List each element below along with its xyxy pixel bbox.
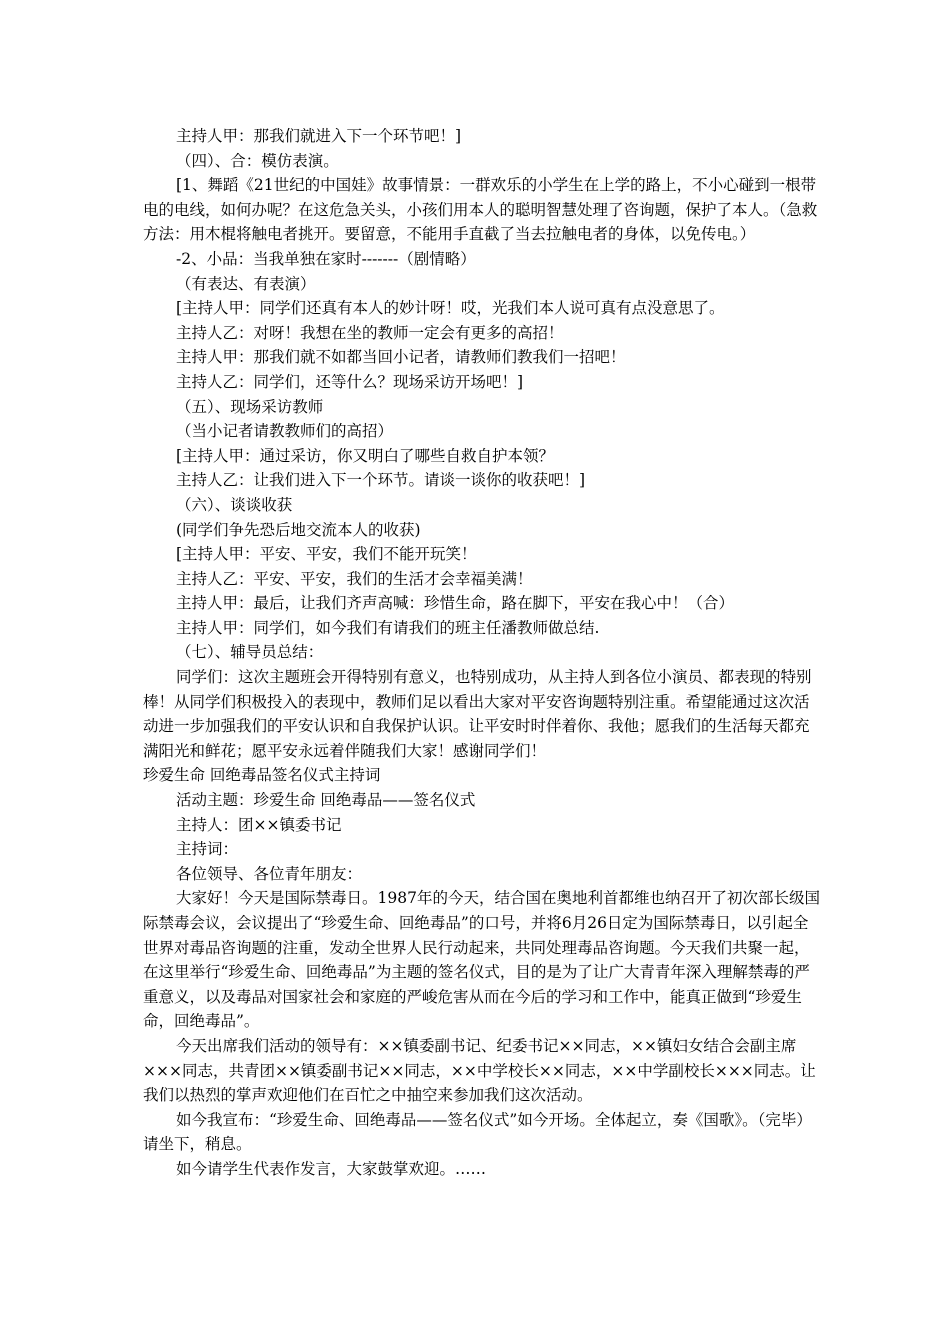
paragraph: 今天出席我们活动的领导有：××镇委副书记、纪委书记××同志，××镇妇女结合会副主席×××同志，共青团××镇委副书记××同志，××中学校长××同志，××中学副校长×××同志。让我们以热烈的掌声欢迎他们在百忙之中抽空来参加我们这次活动。 (143, 1036, 816, 1105)
paragraph: 同学们：这次主题班会开得特别有意义，也特别成功，从主持人到各位小演员、都表现的特别棒！从同学们积极投入的表现中，教师们足以看出大家对平安咨询题特别注重。希望能通过这次活动进一步加强我们的平安认识和自我保护认识。让平安时时伴着你、我他；愿我们的生活每天都充满阳光和鲜花；愿平安永远着伴随我们大家！感谢同学们！ (143, 668, 812, 760)
paragraph: 主持人甲：最后，让我们齐声高喊：珍惜生命，路在脚下，平安在我心中！（合） (176, 594, 735, 613)
paragraph: 主持人乙：让我们进入下一个环节。请谈一谈你的收获吧！] (176, 471, 586, 490)
paragraph: 活动主题：珍爱生命 回绝毒品——签名仪式 (176, 791, 476, 810)
paragraph: [主持人甲：平安、平安，我们不能开玩笑！ (176, 545, 477, 564)
section-heading: （六）、谈谈收获 (176, 495, 293, 514)
paragraph: （当小记者请教教师们的高招） (176, 422, 394, 441)
paragraph: 主持人甲：同学们，如今我们有请我们的班主任潘教师做总结. (176, 618, 600, 637)
paragraph: 主持人乙：平安、平安，我们的生活才会幸福美满！ (176, 569, 533, 588)
paragraph: 如今我宣布：“珍爱生命、回绝毒品——签名仪式”如今开场。全体起立，奏《国歌》。（完毕）请坐下，稍息。 (143, 1110, 812, 1154)
paragraph: （有表达、有表演） (176, 274, 316, 293)
paragraph: 各位领导、各位青年朋友： (176, 864, 363, 883)
paragraph: [主持人甲：同学们还真有本人的妙计呀！哎，光我们本人说可真有点没意思了。 (176, 299, 725, 318)
paragraph: 主持人：团××镇委书记 (176, 815, 342, 834)
paragraph: 主持人乙：对呀！我想在坐的教师一定会有更多的高招！ (176, 323, 564, 342)
paragraph: (同学们争先恐后地交流本人的收获) (176, 520, 421, 539)
paragraph: 主持人乙：同学们，还等什么？现场采访开场吧！] (176, 372, 524, 391)
section-heading: （七）、辅导员总结： (176, 643, 324, 662)
paragraph: 大家好！今天是国际禁毒日。1987年的今天，结合国在奥地利首都维也纳召开了初次部长级国际禁毒会议，会议提出了“珍爱生命、回绝毒品”的口号，并将6月26日定为国际禁毒日，以引起全世界对毒品咨询题的注重，发动全世界人民行动起来，共同处理毒品咨询题。今天我们共聚一起，在这里举行“珍爱生命、回绝毒品”为主题的签名仪式，目的是为了让广大青青年深入理解禁毒的严重意义，以及毒品对国家社会和家庭的严峻危害从而在今后的学习和工作中，能真正做到“珍爱生命，回绝毒品”。 (143, 889, 820, 1031)
paragraph: [1、舞蹈《21世纪的中国娃》故事情景：一群欢乐的小学生在上学的路上，不小心碰到一根带电的电线，如何办呢？在这危急关头，小孩们用本人的聪明智慧处理了咨询题，保护了本人。（急救方法：用木棍将触电者挑开。要留意，不能用手直截了当去拉触电者的身体，以免传电。） (143, 176, 818, 244)
document-body (143, 124, 823, 1182)
paragraph: 主持人甲：那我们就进入下一个环节吧！] (176, 127, 462, 145)
paragraph: 主持词： (176, 840, 239, 859)
section-heading: （四）、合：模仿表演。 (176, 151, 339, 170)
paragraph: [主持人甲：通过采访，你又明白了哪些自救自护本领？ (176, 446, 555, 465)
paragraph: 如今请学生代表作发言，大家鼓掌欢迎。…… (176, 1159, 487, 1178)
document-title: 珍爱生命 回绝毒品签名仪式主持词 (143, 766, 381, 785)
paragraph: -2、小品：当我单独在家时-------（剧情略） (176, 249, 476, 268)
section-heading: （五）、现场采访教师 (176, 397, 324, 416)
paragraph: 主持人甲：那我们就不如都当回小记者，请教师们教我们一招吧！ (176, 348, 626, 367)
